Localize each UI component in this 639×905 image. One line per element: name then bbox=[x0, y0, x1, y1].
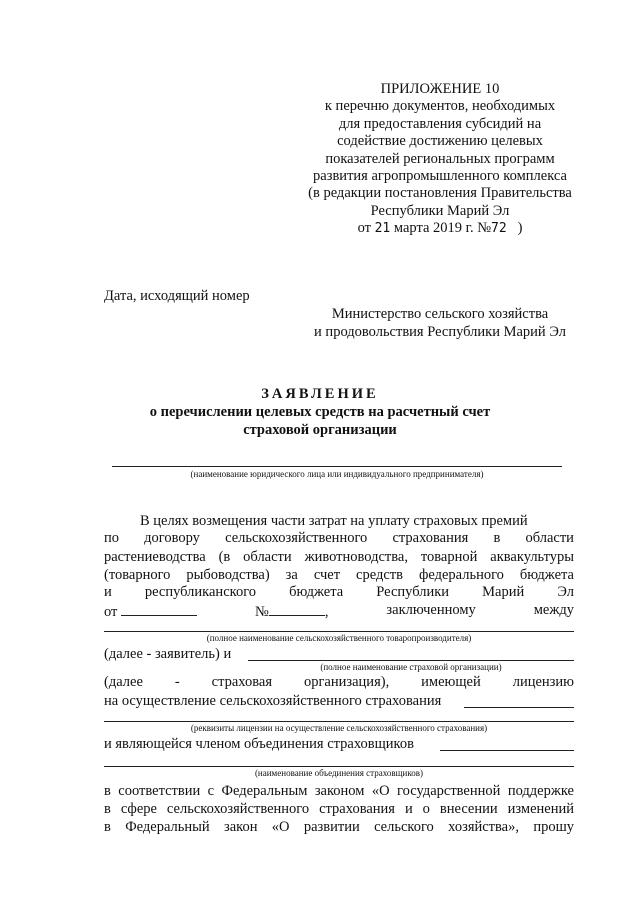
contract-date-blank bbox=[121, 602, 197, 616]
legal-entity-caption: (наименование юридического лица или индивидуального предпринимателя) bbox=[190, 469, 484, 479]
paragraph-3-line-1: в соответствии с Федеральным законом «О государственной поддержке bbox=[104, 783, 574, 799]
word: страхования bbox=[392, 530, 469, 546]
paragraph-1-line-3: растениеводства (в области животноводства, товарной аквакультуры bbox=[104, 549, 574, 565]
word: по bbox=[104, 530, 120, 546]
word: организация), bbox=[303, 674, 390, 690]
association-inline-blank bbox=[440, 750, 574, 751]
annex-line: показателей региональных программ bbox=[325, 150, 555, 167]
comma: , bbox=[324, 604, 329, 620]
date-prefix: от bbox=[357, 220, 371, 237]
document-title bbox=[100, 385, 540, 439]
license-blank-line bbox=[104, 721, 574, 722]
annex-title: ПРИЛОЖЕНИЕ 10 bbox=[380, 81, 500, 97]
from-label: от bbox=[104, 604, 118, 620]
word: имеющей bbox=[421, 674, 481, 690]
title-line-2: о перечислении целевых средств на расчетный счет bbox=[149, 404, 491, 420]
word: Эл bbox=[557, 584, 574, 600]
paragraph-1-line-2 bbox=[104, 530, 574, 547]
word: между bbox=[533, 602, 574, 618]
paragraph-2-line-2: на осуществление сельскохозяйственного страхования bbox=[104, 693, 442, 709]
association-caption: (наименование объединения страховщиков) bbox=[254, 768, 424, 778]
word: страховая bbox=[211, 674, 273, 690]
member-text: и являющейся членом объединения страховщиков bbox=[104, 736, 414, 752]
from-group bbox=[104, 602, 197, 621]
date-close: ) bbox=[517, 220, 523, 237]
date-day: 21 bbox=[374, 221, 391, 237]
paragraph-1-line-4: (товарного рыбоводства) за счет средств федерального бюджета bbox=[104, 567, 574, 583]
association-blank-line bbox=[104, 766, 574, 767]
word: - bbox=[174, 674, 180, 690]
word: договору bbox=[144, 530, 200, 546]
annex-line: Республики Марий Эл bbox=[370, 202, 510, 219]
applicant-text: (далее - заявитель) и bbox=[104, 646, 232, 662]
addressee-line: и продовольствия Республики Марий Эл bbox=[314, 324, 566, 340]
producer-caption: (полное наименование сельскохозяйственного товаропроизводителя) bbox=[206, 633, 472, 643]
annex-block bbox=[290, 81, 590, 238]
addressee-block bbox=[300, 305, 580, 341]
paragraph-1-line-6 bbox=[104, 602, 574, 621]
word: в bbox=[493, 530, 501, 546]
title-line-3: страховой организации bbox=[243, 422, 397, 438]
title-line-1: ЗАЯВЛЕНИЕ bbox=[261, 386, 379, 402]
insurer-blank-line bbox=[248, 660, 574, 661]
number-group bbox=[255, 602, 328, 621]
word: сельскохозяйственного bbox=[225, 530, 368, 546]
paragraph-1-line-1: В целях возмещения части затрат на уплату страховых премий bbox=[140, 513, 528, 529]
license-caption: (реквизиты лицензии на осуществление сельскохозяйственного страхования) bbox=[190, 723, 488, 733]
license-inline-blank bbox=[464, 707, 574, 708]
word: заключенному bbox=[386, 602, 476, 618]
annex-line: к перечню документов, необходимых bbox=[324, 98, 556, 115]
word: бюджета bbox=[289, 584, 344, 600]
date-outgoing-number-label: Дата, исходящий номер bbox=[104, 288, 250, 304]
addressee-line: Министерство сельского хозяйства bbox=[331, 306, 549, 322]
word: Марий bbox=[482, 584, 525, 600]
annex-line: (в редакции постановления Правительства bbox=[308, 185, 572, 202]
word: лицензию bbox=[512, 674, 574, 690]
annex-line: для предоставления субсидий на bbox=[338, 115, 542, 132]
word: области bbox=[525, 530, 574, 546]
paragraph-2-line-1 bbox=[104, 674, 574, 691]
contract-number-blank bbox=[269, 602, 325, 616]
word: республиканского bbox=[144, 584, 257, 600]
number-sign: № bbox=[254, 604, 269, 620]
date-rest: марта 2019 г. № bbox=[393, 220, 492, 237]
paragraph-3-line-2: в сфере сельскохозяйственного страхования и о внесении изменений bbox=[104, 801, 574, 817]
insurer-caption: (полное наименование страховой организации) bbox=[320, 662, 502, 672]
word: Республики bbox=[376, 584, 450, 600]
date-number: 72 bbox=[491, 221, 507, 237]
legal-entity-blank-line bbox=[112, 466, 562, 467]
annex-date-line bbox=[290, 220, 590, 237]
word: (далее bbox=[104, 674, 143, 690]
annex-line: содействие достижению целевых bbox=[337, 133, 543, 150]
word: и bbox=[104, 584, 112, 600]
paragraph-1-line-5 bbox=[104, 584, 574, 601]
annex-line: развития агропромышленного комплекса bbox=[313, 168, 567, 185]
producer-blank-line bbox=[104, 631, 574, 632]
paragraph-3-line-3: в Федеральный закон «О развитии сельского хозяйства», прошу bbox=[104, 819, 574, 835]
